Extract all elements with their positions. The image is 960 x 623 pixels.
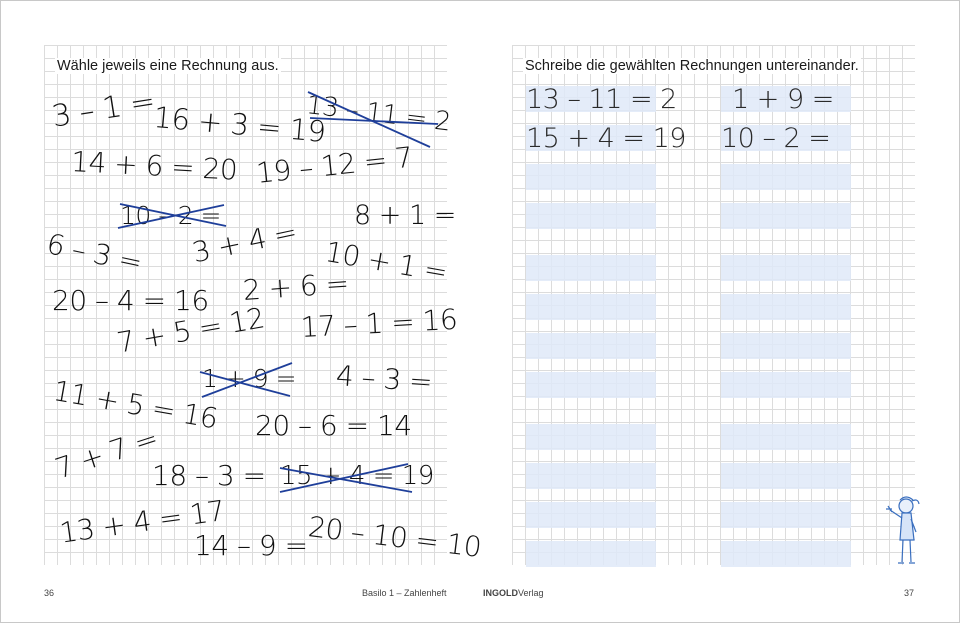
publisher-bold: INGOLD — [483, 588, 518, 598]
equation-10: 10 + 1 = — [322, 235, 450, 289]
answer-col1-row1: 13 – 11 = 2 — [526, 84, 677, 115]
publisher-rest: Verlag — [518, 588, 544, 598]
equation-22: 13 + 4 = 17 — [57, 493, 227, 550]
writing-band — [526, 164, 656, 190]
writing-band — [526, 255, 656, 281]
book-title: Basilo 1 – Zahlenheft — [362, 588, 447, 598]
writing-band — [721, 424, 851, 450]
right-instruction: Schreibe die gewählten Rechnungen untereinander. — [525, 58, 859, 74]
equation-6: 10 – 2 = — [120, 201, 222, 230]
page-number-left: 36 — [44, 588, 55, 598]
equation-1: 3 – 1 = — [49, 83, 158, 135]
writing-band — [526, 541, 656, 567]
equation-2: 16 + 3 = 19 — [152, 100, 327, 149]
left-instruction: Wähle jeweils eine Rechnung aus. — [57, 58, 279, 74]
equation-19: 7 + 7 = — [51, 421, 162, 486]
answer-col2-row2: 10 – 2 = — [721, 123, 831, 154]
equation-11: 20 – 4 = 16 — [52, 284, 209, 317]
writing-band — [526, 294, 656, 320]
equation-15: 1 + 9 = — [202, 364, 297, 393]
equation-23: 14 – 9 = — [194, 529, 308, 562]
writing-band — [721, 502, 851, 528]
answer-col2-row1: 1 + 9 = — [732, 84, 834, 115]
writing-band — [721, 541, 851, 567]
publisher-logo — [483, 588, 544, 598]
equation-21: 15 + 4 = 19 — [280, 461, 434, 491]
writing-band — [526, 463, 656, 489]
equation-7: 8 + 1 = — [354, 200, 456, 231]
page-number-right: 37 — [904, 588, 915, 598]
equation-14: 17 – 1 = 16 — [299, 302, 458, 344]
girl-illustration-icon — [878, 492, 926, 570]
writing-band — [526, 502, 656, 528]
writing-band — [721, 203, 851, 229]
writing-band — [526, 203, 656, 229]
equation-4: 14 + 6 = 20 — [70, 145, 239, 187]
writing-band — [721, 333, 851, 359]
equation-17: 11 + 5 = 16 — [50, 374, 221, 436]
equation-3: 13 – 11 = 2 — [304, 90, 453, 138]
writing-band — [526, 424, 656, 450]
equation-16: 4 – 3 = — [334, 359, 434, 399]
writing-band — [526, 333, 656, 359]
answer-col1-row2: 15 + 4 = 19 — [526, 123, 686, 154]
equation-13: 7 + 5 = 12 — [114, 301, 267, 360]
equation-8: 6 – 3 = — [43, 227, 145, 280]
writing-band — [721, 164, 851, 190]
writing-band — [721, 294, 851, 320]
writing-band — [526, 372, 656, 398]
equation-18: 20 – 6 = 14 — [255, 409, 412, 442]
equation-12: 2 + 6 = — [241, 266, 350, 307]
equation-9: 3 + 4 = — [189, 215, 300, 270]
writing-band — [721, 463, 851, 489]
equation-5: 19 – 12 = 7 — [254, 140, 414, 190]
equation-24: 20 – 10 = 10 — [306, 510, 484, 564]
equation-20: 18 – 3 = — [152, 459, 266, 492]
writing-band — [721, 255, 851, 281]
writing-band — [721, 372, 851, 398]
